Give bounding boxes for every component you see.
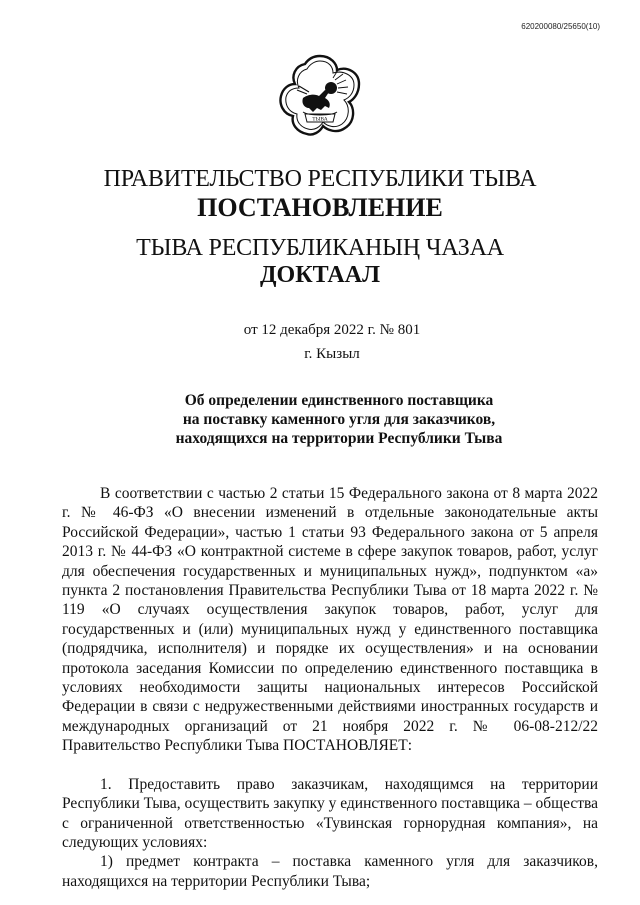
document-id: 620200080/25650(10) <box>521 22 600 31</box>
decree-body <box>62 484 598 891</box>
decree-date: от 12 декабря 2022 г. № 801 <box>243 322 421 338</box>
decree-title-ru: ПОСТАНОВЛЕНИЕ <box>197 193 443 222</box>
subject-line: Об определении единственного поставщика <box>184 392 494 409</box>
item-1-paragraph: 1. Предоставить право заказчикам, находящимся на территории Республики Тыва, осуществить закупку у единственного поставщика – общества с ограниченной ответственностью «Тувинская горнорудная компания», на следующих условиях: <box>62 775 598 851</box>
decree-title-tyv: ДОКТААЛ <box>260 262 380 288</box>
subject-line: находящихся на территории Республики Тыва <box>175 430 503 447</box>
emblem-ribbon-text: ТЫВА <box>312 116 328 123</box>
decree-city: г. Кызыл <box>304 346 360 362</box>
preamble-paragraph: В соответствии с частью 2 статьи 15 Федерального закона от 8 марта 2022 г. № 46-ФЗ «О внесении изменений в отдельные законодательные акты Российской Федерации», частью 1 статьи 93 Федерального закона от 5 апреля 2013 г. № 44-ФЗ «О контрактной системе в сфере закупок товаров, работ, услуг для обеспечения государственных и муниципальных нужд», подпунктом «а» пункта 2 постановления Правительства Республики Тыва от 18 марта 2022 г. № 119 «О случаях осуществления закупок товаров, работ, услуг для государственных и (или) муниципальных нужд у единственного поставщика (подрядчика, исполнителя) и порядке их осуществления» и на основании протокола заседания Комиссии по определению единственного поставщика в условиях необходимости защиты национальных интересов Российской Федерации в связи с недружественными действиями иностранных государств и международных организаций от 21 ноября 2022 г. № 06-08-212/22 Правительство Республики Тыва ПОСТАНОВЛЯЕТ: <box>62 485 598 755</box>
decree-subject <box>0 391 640 448</box>
item-1-subitem-1: 1) предмет контракта – поставка каменного угля для заказчиков, находящихся на территории Республики Тыва; <box>62 853 598 890</box>
coat-of-arms-icon <box>273 50 367 142</box>
subject-line: на поставку каменного угля для заказчиков, <box>182 411 496 428</box>
government-title-ru: ПРАВИТЕЛЬСТВО РЕСПУБЛИКИ ТЫВА <box>103 166 537 192</box>
government-title-tyv: ТЫВА РЕСПУБЛИКАНЫҢ ЧАЗАА <box>136 235 504 261</box>
